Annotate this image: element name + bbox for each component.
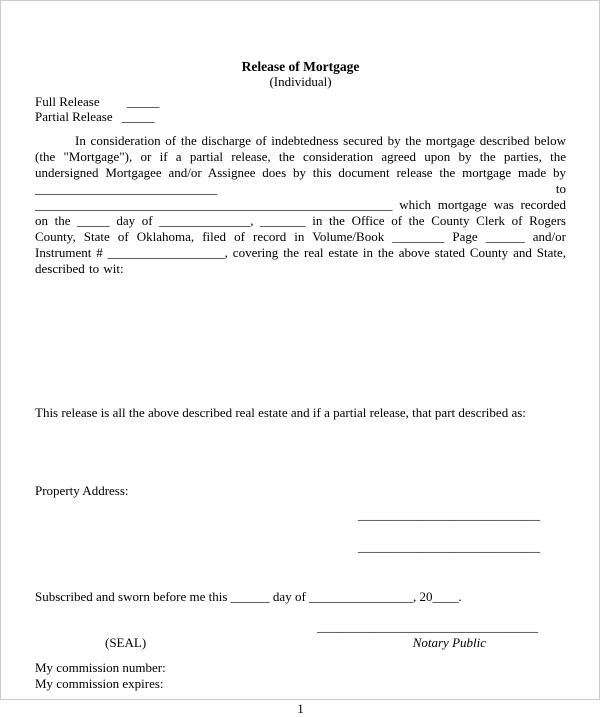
property-address-blank-2: ____________________________ [358,539,540,554]
partial-release-label: Partial Release [35,109,113,124]
partial-release-description-area [35,421,566,483]
full-release-label: Full Release [35,94,100,109]
document-subtitle: (Individual) [269,74,332,89]
property-address-lines [35,507,566,555]
property-address-blank-1: ____________________________ [358,507,540,522]
notary-signature-line: __________________________________ [317,619,538,634]
seal-notary-row [35,635,566,651]
commission-expires-label: My commission expires: [35,676,164,691]
document-title: Release of Mortgage [241,59,360,74]
commission-section [35,660,566,692]
legal-description-area [35,277,566,405]
release-type-section [35,94,566,124]
commission-number-label: My commission number: [35,660,166,675]
property-address-label: Property Address: [35,483,129,498]
sworn-statement: Subscribed and sworn before me this ______ day of ________________, 20____. [35,589,462,604]
consideration-paragraph: In consideration of the discharge of indebtedness secured by the mortgage described below (the "Mortgage"), or if a partial release, the consideration agreed upon by the parties, the undersigned Mortgagee and/or Assignee does by this document release the mortgage made by ____________________________ to _______________________________________________________ which mortgage was recorded on the _____ day of ______________, _______ in the Office of the County Clerk of Rogers County, State of Oklahoma, filed of record in Volume/Book ________ Page ______ and/or Instrument # __________________, covering the real estate in the above stated County and State, described to wit: [35,133,566,276]
full-release-row [35,94,566,109]
release-statement: This release is all the above described real estate and if a partial release, that part described as: [35,405,526,420]
page-number: 1 [297,701,304,716]
partial-release-row [35,109,566,124]
partial-release-blank: _____ [121,109,155,124]
seal-label: (SEAL) [105,635,147,650]
full-release-blank: _____ [126,94,160,109]
notary-public-label: Notary Public [412,635,486,650]
